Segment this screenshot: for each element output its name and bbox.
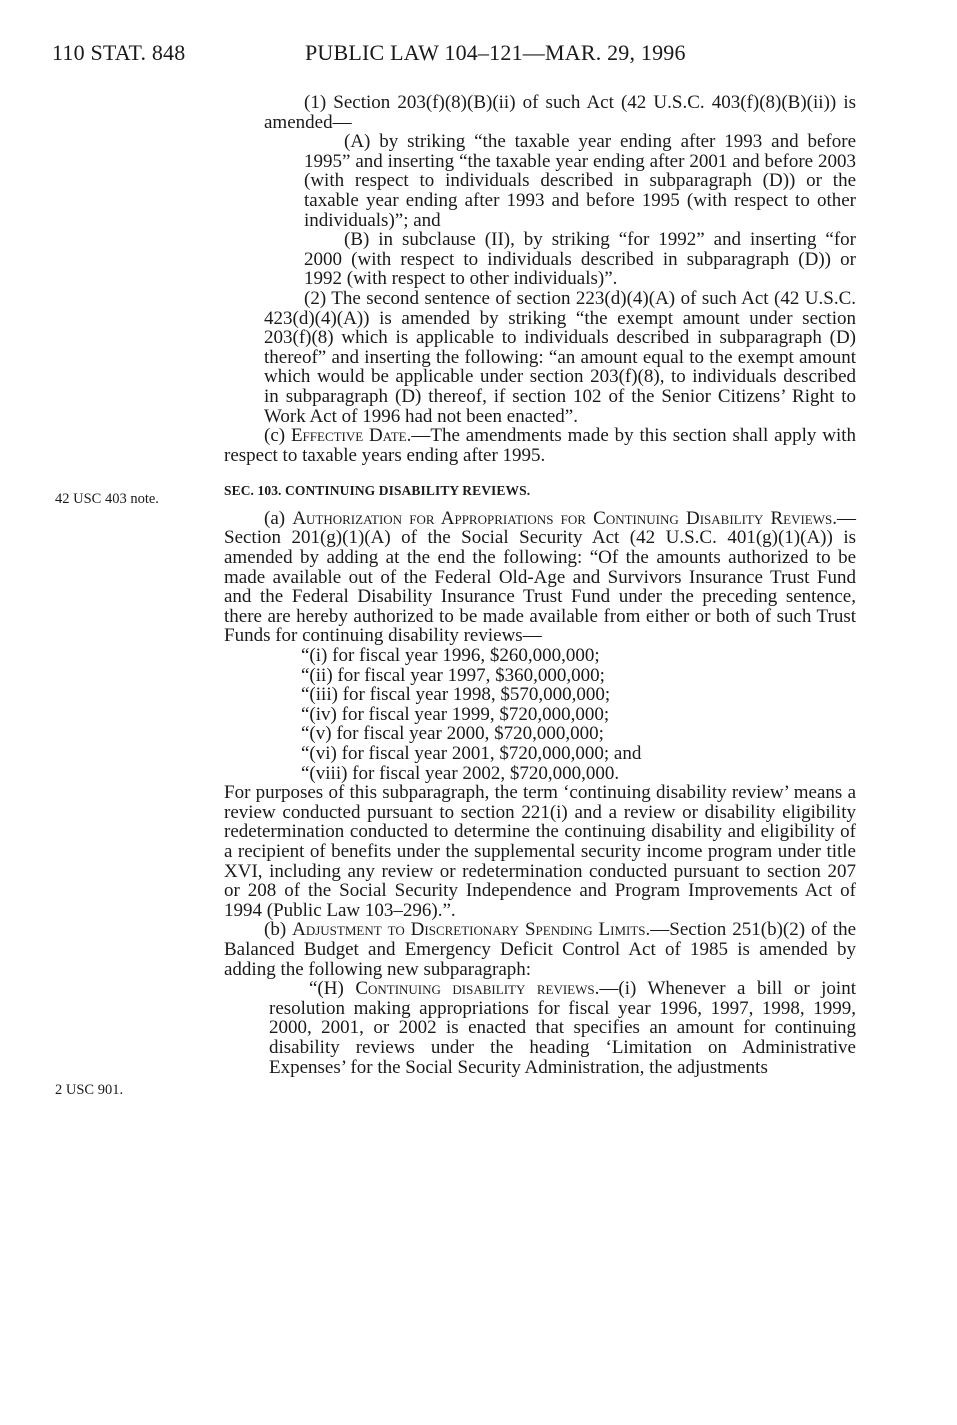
subsection-b-text: —Section 251(b)(2) of the Balanced Budget and Emergency Deficit Control Act of 1985 is amended by adding the following new subparagraph: — [224, 919, 857, 980]
body-text — [224, 93, 856, 1077]
subparagraph-H-label: “(H) — [309, 978, 356, 1000]
paragraph-1-A: (A) by striking “the taxable year ending after 1993 and before 1995” and inserting “the taxable year ending after 2001 and before 2003 (with respect to individuals described in subparagraph (D)) or the taxable year ending after 1993 and before 1995 (with respect to other individuals)”; and — [304, 131, 856, 231]
list-item: “(iii) for fiscal year 1998, $570,000,000; — [301, 684, 611, 706]
subsection-a — [224, 509, 856, 646]
list-item: “(viii) for fiscal year 2002, $720,000,000. — [301, 762, 620, 784]
subsection-a-text: —Section 201(g)(1)(A) of the Social Security Act (42 U.S.C. 401(g)(1)(A)) is amended by adding at the end the following: “Of the amounts authorized to be made available out of the Federal Old-Age and Survivors Insurance Trust Fund and the Federal Disability Insurance Trust Fund under the preceding sentence, there are hereby authorized to be made available from either or both of such Trust Funds for continuing disability reviews— — [224, 507, 856, 647]
subsection-c — [224, 426, 856, 465]
paragraph-1: (1) Section 203(f)(8)(B)(ii) of such Act (42 U.S.C. 403(f)(8)(B)(ii)) is amended— — [264, 92, 856, 133]
list-item: “(vi) for fiscal year 2001, $720,000,000; and — [301, 743, 642, 764]
definition-paragraph: For purposes of this subparagraph, the term ‘continuing disability review’ means a review conducted pursuant to section 221(i) and a review or disability eligibility redetermination conducted to determine the continuing disability and eligibility of a recipient of benefits under the supplemental security income program under title XVI, including any review or redetermination conducted pursuant to section 207 or 208 of the Social Security Independence and Program Improvements Act of 1994 (Public Law 103–296).”. — [224, 782, 856, 921]
list-item: “(i) for fiscal year 1996, $260,000,000; — [301, 645, 600, 667]
subsection-c-label: (c) — [264, 425, 291, 447]
margin-note-usc-901: 2 USC 901. — [55, 1082, 124, 1098]
paragraph-1-B: (B) in subclause (II), by striking “for 1992” and inserting “for 2000 (with respect to individuals described in subparagraph (D)) or 1992 (with respect to other individuals)”. — [304, 229, 856, 290]
subsection-b-label: (b) — [264, 919, 293, 941]
subsection-a-caption: Authorization for Appropriations for Continuing Disability Reviews. — [292, 507, 837, 529]
paragraph-2: (2) The second sentence of section 223(d)(4)(A) of such Act (42 U.S.C. 423(d)(4)(A)) is amended by striking “the exempt amount under section 203(f)(8) which is applicable to individuals described in subparagraph (D) thereof” and inserting the following: “an amount equal to the exempt amount which would be applicable under section 203(f)(8), to individuals described in subparagraph (D) thereof, if section 102 of the Senior Citizens’ Right to Work Act of 1996 had not been enacted”. — [264, 287, 856, 427]
subsection-c-caption: Effective Date. — [290, 425, 412, 447]
list-item: “(v) for fiscal year 2000, $720,000,000; — [301, 723, 604, 745]
subparagraph-H — [269, 979, 856, 1077]
subsection-b-caption: Adjustment to Discretionary Spending Limits. — [292, 919, 651, 941]
list-item: “(ii) for fiscal year 1997, $360,000,000; — [301, 664, 605, 686]
subsection-b — [224, 920, 856, 979]
subsection-c-text: —The amendments made by this section shall apply with respect to taxable years ending after 1995. — [224, 425, 857, 466]
section-heading: SEC. 103. CONTINUING DISABILITY REVIEWS. — [224, 483, 531, 499]
subparagraph-H-text: —(i) Whenever a bill or joint resolution making appropriations for fiscal year 1996, 1997, 1998, 1999, 2000, 2001, or 2002 is enacted that specifies an amount for continuing disability reviews under the heading ‘Limitation on Administrative Expenses’ for the Social Security Administration, the adjustments — [269, 978, 856, 1078]
subsection-a-label: (a) — [264, 507, 293, 529]
running-header: PUBLIC LAW 104–121—MAR. 29, 1996 — [305, 40, 686, 65]
subparagraph-H-caption: Continuing disability reviews. — [355, 978, 600, 1000]
page-citation: 110 STAT. 848 — [52, 40, 186, 65]
list-item: “(iv) for fiscal year 1999, $720,000,000; — [301, 703, 610, 725]
margin-note-usc-403: 42 USC 403 note. — [55, 491, 159, 507]
